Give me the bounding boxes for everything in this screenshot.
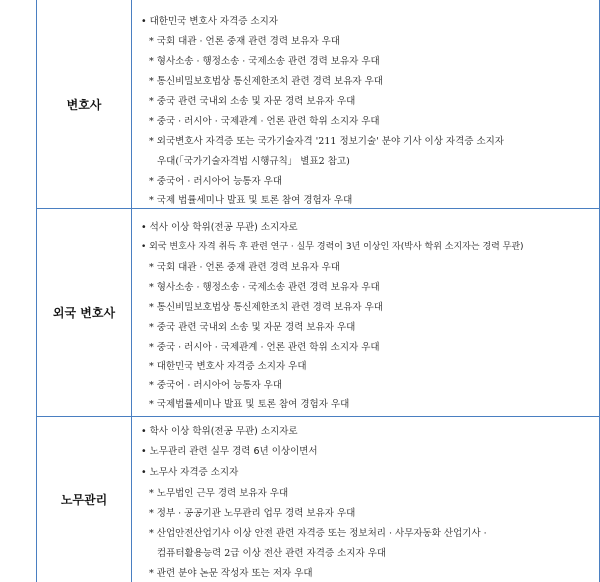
preference-item: * 중국어 · 러시아어 능통자 우대 (149, 176, 282, 187)
preference-item: * 중국어 · 러시아어 능통자 우대 (149, 380, 282, 391)
preference-item: * 중국 · 러시아 · 국제관계 · 언론 관련 학위 소지자 우대 (149, 342, 380, 353)
preference-item: * 통신비밀보호법상 통신제한조치 관련 경력 보유자 우대 (149, 76, 383, 87)
preference-item: * 산업안전산업기사 이상 안전 관련 자격증 또는 정보처리 · 사무자동화 산업기사 · (149, 528, 487, 539)
row-label: 노무관리 (60, 493, 108, 507)
row-labor-management (37, 417, 599, 582)
requirement-item: • 학사 이상 학위(전공 무관) 소지자로 (141, 426, 298, 437)
requirement-item: • 노무관리 관련 실무 경력 6년 이상이면서 (141, 446, 318, 457)
preference-item: * 국제법률세미나 발표 및 토론 참여 경험자 우대 (149, 399, 350, 410)
row-label: 변호사 (66, 97, 102, 112)
preference-item: * 중국 관련 국내외 소송 및 자문 경력 보유자 우대 (149, 322, 356, 333)
preference-item-continuation: 우대(「국가기술자격법 시행규칙」 별표2 참고) (157, 156, 350, 167)
preference-item-continuation: 컴퓨터활용능력 2급 이상 전산 관련 자격증 소지자 우대 (157, 548, 387, 559)
requirement-item: • 석사 이상 학위(전공 무관) 소지자로 (141, 222, 298, 233)
preference-item: * 형사소송 · 행정소송 · 국제소송 관련 경력 보유자 우대 (149, 56, 380, 67)
requirement-item: • 대한민국 변호사 자격증 소지자 (141, 16, 278, 27)
qualification-table (36, 0, 600, 582)
row-foreign-lawyer (37, 209, 599, 416)
row-label: 외국 변호사 (52, 306, 116, 320)
preference-item: * 외국변호사 자격증 또는 국가기술자격 '211 정보기술' 분야 기사 이상 자격증 소지자 (149, 136, 504, 147)
preference-item: * 정부 · 공공기관 노무관리 업무 경력 보유자 우대 (149, 508, 356, 519)
preference-item: * 중국 · 러시아 · 국제관계 · 언론 관련 학위 소지자 우대 (149, 116, 380, 127)
requirement-item: • 노무사 자격증 소지자 (141, 467, 239, 478)
preference-item: * 국제 법률세미나 발표 및 토론 참여 경험자 우대 (149, 195, 353, 206)
row-lawyer (37, 0, 599, 208)
preference-item: * 국회 대관 · 언론 중재 관련 경력 보유자 우대 (149, 262, 340, 273)
preference-item: * 노무법인 근무 경력 보유자 우대 (149, 488, 289, 499)
preference-item: * 대한민국 변호사 자격증 소지자 우대 (149, 361, 307, 372)
preference-item: * 형사소송 · 행정소송 · 국제소송 관련 경력 보유자 우대 (149, 282, 380, 293)
requirement-item: • 외국 변호사 자격 취득 후 관련 연구 · 실무 경력이 3년 이상인 자(박사 학위 소지자는 경력 무관) (141, 242, 524, 252)
preference-item: * 중국 관련 국내외 소송 및 자문 경력 보유자 우대 (149, 96, 356, 107)
preference-item: * 국회 대관 · 언론 중재 관련 경력 보유자 우대 (149, 36, 340, 47)
preference-item: * 관련 분야 논문 작성자 또는 저자 우대 (149, 568, 313, 579)
preference-item: * 통신비밀보호법상 통신제한조치 관련 경력 보유자 우대 (149, 302, 383, 313)
